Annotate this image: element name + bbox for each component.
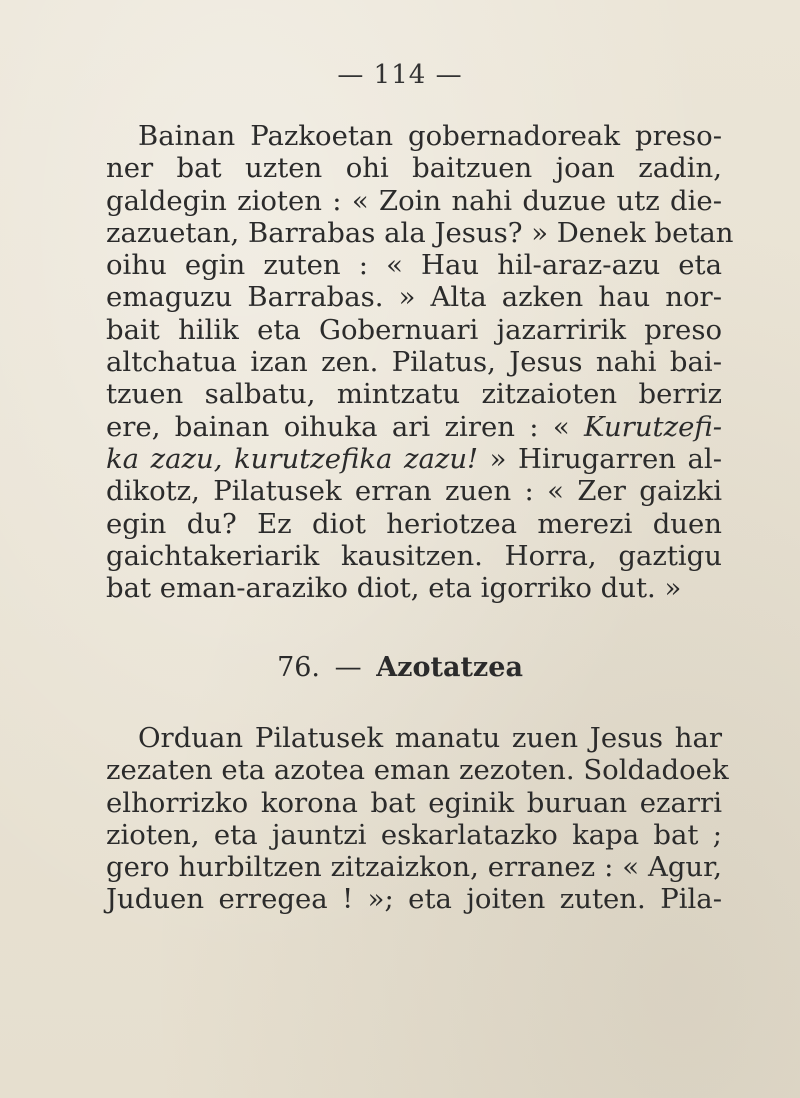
section-heading	[0, 652, 800, 683]
text-line: Juduen erregea ! »; eta joiten zuten. Pila-	[106, 883, 722, 916]
italic-segment: Kurutzefi-	[584, 410, 722, 443]
section-title: Azotatzea	[376, 652, 523, 683]
text-line: Bainan Pazkoetan gobernadoreak preso-	[138, 120, 722, 152]
text-line: galdegin zioten : « Zoin nahi duzue utz die-	[106, 184, 722, 217]
text-line: dikotz, Pilatusek erran zuen : « Zer gaizki	[106, 475, 722, 508]
text-line: emaguzu Barrabas. » Alta azken hau nor-	[106, 281, 722, 314]
text-line-mixed	[106, 443, 722, 475]
text-line: elhorrizko korona bat eginik buruan ezarri	[106, 786, 722, 819]
text-line: altchatua izan zen. Pilatus, Jesus nahi bai-	[106, 346, 722, 379]
text-segment: » Hirugarren al-	[478, 442, 722, 475]
text-line: gero hurbiltzen zitzaizkon, erranez : « Agur,	[106, 851, 722, 884]
text-segment: ere, bainan oihuka ari ziren : «	[106, 410, 585, 443]
text-line: egin du? Ez diot heriotzea merezi duen	[106, 507, 722, 540]
text-line: bat eman-araziko diot, eta igorriko dut. »	[106, 572, 682, 605]
paragraph-2	[106, 722, 729, 916]
text-line: ner bat uzten ohi baitzuen joan zadin,	[106, 152, 722, 185]
italic-segment: ka zazu, kurutzefika zazu!	[106, 442, 479, 475]
text-line: zioten, eta jauntzi eskarlatazko kapa bat ;	[106, 818, 722, 851]
text-line: oihu egin zuten : « Hau hil-araz-azu eta	[106, 249, 722, 282]
text-line: tzuen salbatu, mintzatu zitzaioten berriz	[106, 378, 722, 411]
section-number: 76.	[277, 652, 321, 683]
text-line: zezaten eta azotea eman zezoten. Soldadoek	[106, 754, 729, 787]
text-line-mixed	[106, 411, 722, 443]
section-dash: —	[334, 652, 362, 683]
page-number: — 114 —	[337, 60, 463, 90]
paragraph-1	[106, 120, 734, 605]
text-line: zazuetan, Barrabas ala Jesus? » Denek betan	[106, 216, 734, 249]
text-line: gaichtakeriarik kausitzen. Horra, gaztigu	[106, 539, 722, 572]
text-line: Orduan Pilatusek manatu zuen Jesus har	[138, 722, 722, 754]
text-line: bait hilik eta Gobernuari jazarririk preso	[106, 313, 722, 346]
